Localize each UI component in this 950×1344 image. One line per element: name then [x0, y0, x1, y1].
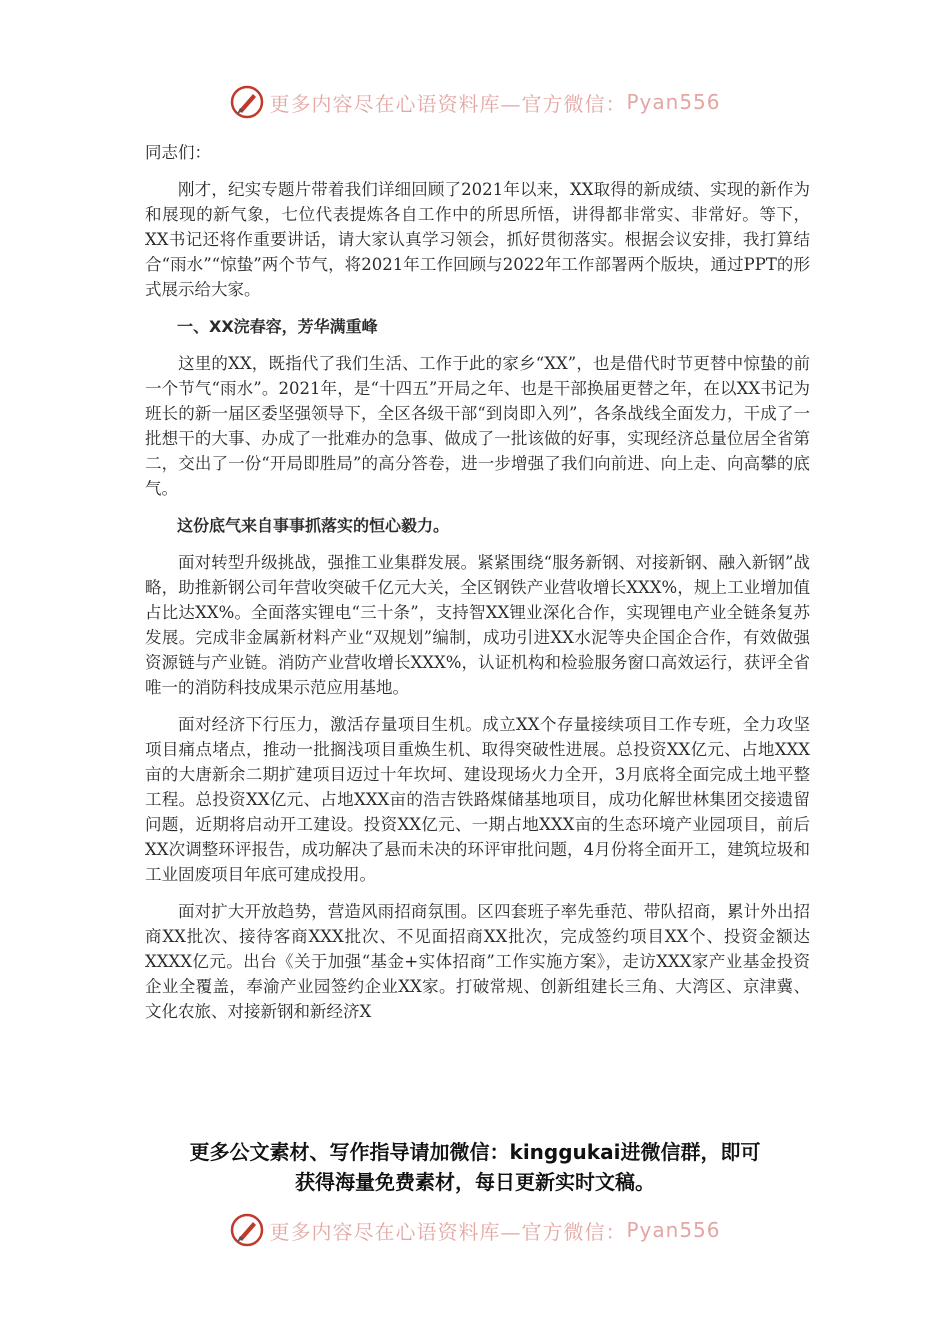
banner-text: 更多内容尽在心语资料库—官方微信：: [269, 91, 627, 116]
greeting: 同志们：: [145, 143, 211, 162]
pen-logo-icon: [229, 84, 265, 120]
intro-paragraph: 刚才，纪实专题片带着我们详细回顾了2021年以来，XX取得的新成绩、实现的新作为和展现的新气象，七位代表提炼各自工作中的所思所悟，讲得都非常实、非常好。等下，XX书记还将作重要讲话，请大家认真学习领会，抓好贯彻落实。根据会议安排，我打算结合“雨水”“惊蛰”两个节气，将2021年工作回顾与2022年工作部署两个版块，通过PPT的形式展示给大家。: [145, 180, 810, 299]
banner-wechat-id: Pyan556: [626, 1218, 721, 1242]
body-paragraph: 面对转型升级挑战，强推工业集群发展。紧紧围绕“服务新钢、对接新钢、融入新钢”战略，助推新钢公司年营收突破千亿元大关，全区钢铁产业营收增长XXX%，规上工业增加值占比达XX%。全面落实锂电“三十条”，支持智XX锂业深化合作，实现锂电产业全链条复苏发展。完成非金属新材料产业“双规划”编制，成功引进XX水泥等央企国企合作，有效做强资源链与产业链。消防产业营收增长XXX%，认证机构和检验服务窗口高效运行，获评全省唯一的消防科技成果示范应用基地。: [145, 553, 810, 697]
banner-text: 更多内容尽在心语资料库—官方微信：: [269, 1219, 627, 1244]
promo-line-1: 更多公文素材、写作指导请加微信：kinggukai进微信群，即可: [189, 1140, 761, 1164]
pen-logo-icon: [229, 1212, 265, 1248]
footer-watermark-banner: [0, 1210, 950, 1250]
body-paragraph: 面对经济下行压力，激活存量项目生机。成立XX个存量接续项目工作专班，全力攻坚项目痛点堵点，推动一批搁浅项目重焕生机、取得突破性进展。总投资XX亿元、占地XXX亩的大唐新余二期扩建项目迈过十年坎坷、建设现场火力全开，3月底将全面完成土地平整工程。总投资XX亿元、占地XXX亩的浩吉铁路煤储基地项目，成功化解世林集团交接遗留问题，近期将启动开工建设。投资XX亿元、一期占地XXX亩的生态环境产业园项目，前后XX次调整环评报告，成功解决了悬而未决的环评审批问题，4月份将全面开工，建筑垃圾和工业固废项目年底可建成投用。: [145, 715, 810, 884]
document-body: [145, 140, 810, 1036]
section-paragraph: 这里的XX，既指代了我们生活、工作于此的家乡“XX”，也是借代时节更替中惊蛰的前一个节气“雨水”。2021年，是“十四五”开局之年、也是干部换届更替之年，在以XX书记为班长的新一届区委坚强领导下，全区各级干部“到岗即入列”，各条战线全面发力，干成了一批想干的大事、办成了一批难办的急事、做成了一批该做的好事，实现经济总量位居全省第二，交出了一份“开局即胜局”的高分答卷，进一步增强了我们向前进、向上走、向高攀的底气。: [145, 354, 810, 498]
body-paragraph: 面对扩大开放趋势，营造风雨招商氛围。区四套班子率先垂范、带队招商，累计外出招商XX批次、接待客商XXX批次、不见面招商XX批次，完成签约项目XX个、投资金额达XXXX亿元。出台《关于加强“基金+实体招商”工作实施方案》，走访XXX家产业基金投资企业全覆盖，奉渝产业园签约企业XX家。打破常规、创新组建长三角、大湾区、京津冀、文化农旅、对接新钢和新经济X: [145, 902, 810, 1021]
section-heading: 一、XX浣春容，芳华满重峰: [177, 317, 378, 336]
promo-line-2: 获得海量免费素材，每日更新实时文稿。: [295, 1170, 655, 1194]
sub-heading: 这份底气来自事事抓落实的恒心毅力。: [177, 516, 450, 535]
header-watermark-banner: [0, 82, 950, 122]
banner-wechat-id: Pyan556: [626, 90, 721, 114]
promo-text: [0, 1137, 950, 1197]
